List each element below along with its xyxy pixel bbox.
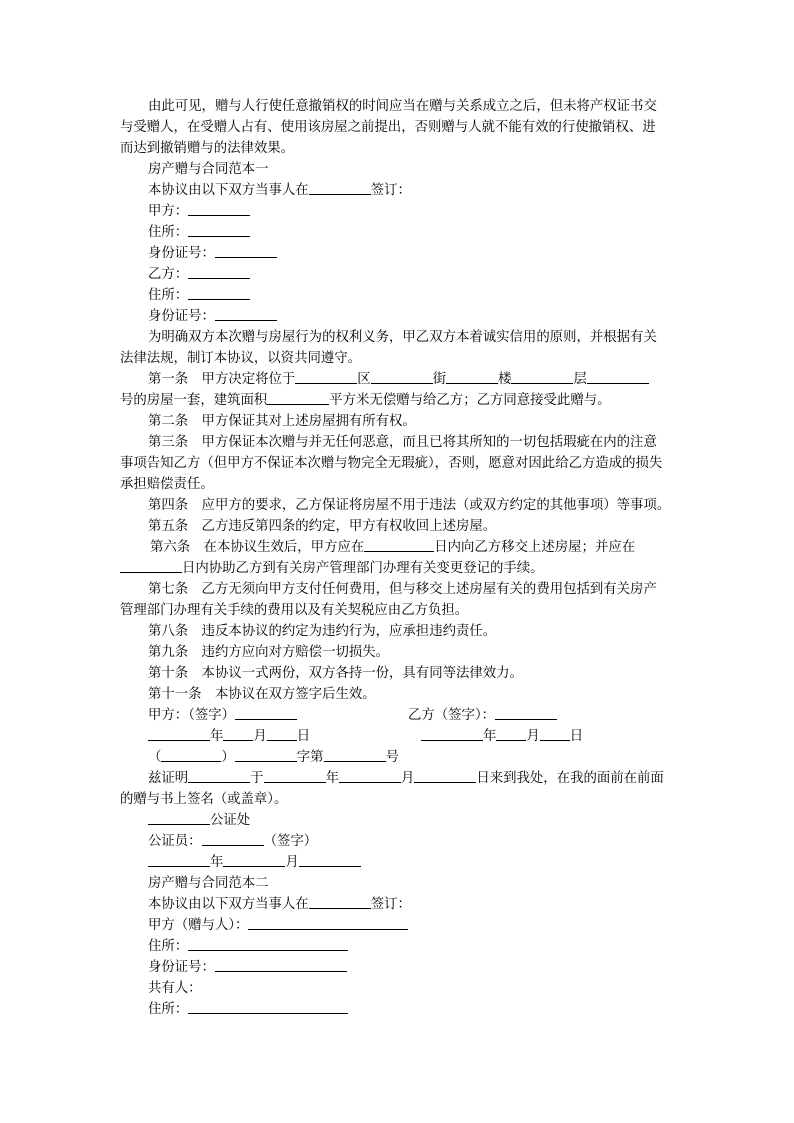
blank-line: [371, 370, 433, 384]
blank-line: [421, 727, 483, 741]
text: 月: [400, 771, 415, 786]
blank-line: [495, 706, 557, 720]
notary-number-line: [148, 748, 399, 768]
clause-2: 第二条 甲方保证其对上述房屋拥有所有权。: [148, 414, 416, 429]
field-label: 住所：: [148, 939, 189, 954]
blank-line: [215, 244, 277, 258]
date-party-a: [148, 727, 310, 747]
text: 第一条 甲方决定将位于: [148, 372, 296, 387]
clause-3-line: 第三条 甲方保证本次赠与并无任何恶意，而且已将其所知的一切包括瑕疵在内的注意: [148, 435, 657, 450]
text: 日内向乙方移交上述房屋；并应在: [434, 540, 636, 555]
field-label: 乙方（签字）：: [408, 708, 496, 723]
date-party-b: [421, 727, 583, 747]
paragraph-line: 为明确双方本次赠与房屋行为的权利义务，甲乙双方本着诚实信用的原则，并根据有关: [148, 330, 657, 345]
blank-line: [309, 895, 371, 909]
text: 层: [573, 372, 587, 387]
blank-line: [188, 265, 250, 279]
blank-line: [364, 538, 434, 552]
blank-line: [295, 370, 357, 384]
blank-line: [235, 748, 297, 762]
text: 区: [357, 372, 371, 387]
field-label: 公证员：: [148, 834, 202, 849]
agreement-intro-line: [148, 181, 411, 201]
clause-1-line: [120, 391, 611, 411]
blank-line: [161, 748, 221, 762]
blank-line: [148, 811, 210, 825]
clause-3-line: 事项告知乙方（但甲方不保证本次赠与物完全无瑕疵），否则，愿意对因此给乙方造成的损失: [120, 456, 663, 471]
party-field: [148, 937, 348, 957]
blank-line: [248, 916, 408, 930]
blank-line: [309, 181, 371, 195]
clause-9: 第九条 违约方应向对方赔偿一切损失。: [148, 645, 390, 660]
field-label: 身份证号：: [148, 960, 215, 975]
signature-party-a: [148, 706, 297, 726]
text: 兹证明: [148, 771, 189, 786]
party-field: 共有人：: [148, 981, 202, 996]
blank-line: [215, 307, 277, 321]
blank-line: [188, 223, 250, 237]
signature-party-b: [408, 706, 557, 726]
paragraph-line: 法律法规，制订本协议，以资共同遵守。: [120, 351, 362, 366]
text: 号: [385, 750, 399, 765]
text: 日: [569, 729, 584, 744]
text: 年: [325, 771, 339, 786]
clause-7-line: 管理部门办理有关手续的费用以及有关契税应由乙方负担。: [120, 603, 469, 618]
text: 签订：: [370, 897, 411, 912]
party-field: [148, 265, 250, 285]
blank-line: [540, 727, 570, 741]
text: 月: [526, 729, 540, 744]
clause-10: 第十条 本协议一式两份，双方各持一份，具有同等法律效力。: [148, 666, 523, 681]
blank-line: [339, 769, 401, 783]
certification-line: [148, 769, 664, 789]
paragraph-line: 由此可见，赠与人行使任意撤销权的时间应当在赠与关系成立之后，但未将产权证书交: [148, 99, 657, 114]
blank-line: [120, 559, 182, 573]
text: 年: [210, 729, 224, 744]
paragraph-line: 而达到撤销赠与的法律效果。: [120, 141, 295, 156]
text: 日: [296, 729, 311, 744]
field-label: 身份证号：: [148, 309, 215, 324]
field-label: 住所：: [148, 1002, 189, 1017]
party-field: [148, 916, 408, 936]
blank-line: [223, 853, 285, 867]
clause-8: 第八条 违反本协议的约定为违约行为，应承担违约责任。: [148, 624, 497, 639]
blank-line: [188, 202, 250, 216]
blank-line: [267, 391, 329, 405]
clause-6-line: [120, 559, 544, 579]
section-title: 房产赠与合同范本一: [148, 162, 269, 177]
section-title: 房产赠与合同范本二: [148, 876, 269, 891]
clause-5: 第五条 乙方违反第四条的约定，甲方有权收回上述房屋。: [148, 519, 497, 534]
notary-office: [148, 811, 250, 831]
agreement-intro-line: [148, 895, 411, 915]
party-field: [148, 958, 347, 978]
field-label: 甲方（赠与人）：: [148, 918, 249, 933]
blank-line: [587, 370, 649, 384]
field-label: 甲方：: [148, 204, 189, 219]
field-label: 甲方：（签字）: [148, 708, 236, 723]
blank-line: [267, 727, 297, 741]
blank-line: [511, 370, 573, 384]
blank-line: [188, 1000, 348, 1014]
field-label: 住所：: [148, 225, 189, 240]
party-field: [148, 307, 277, 327]
text: 日内协助乙方到有关房产管理部门办理有关变更登记的手续。: [182, 561, 544, 576]
blank-line: [215, 958, 347, 972]
party-field: [148, 286, 250, 306]
blank-line: [446, 370, 498, 384]
blank-line: [188, 937, 348, 951]
text: 第六条 在本协议生效后，甲方应在: [150, 540, 365, 555]
party-field: [148, 1000, 348, 1020]
text: 日来到我处，在我的面前在前面: [476, 771, 664, 786]
text: 年: [483, 729, 497, 744]
blank-line: [188, 286, 250, 300]
text: ）: [221, 750, 235, 765]
certification-line: 的赠与书上签名（或盖章）。: [120, 792, 288, 807]
notary-date: [148, 853, 361, 873]
blank-line: [496, 727, 526, 741]
notary-officer: [148, 832, 317, 852]
party-field: [148, 202, 250, 222]
field-label: 身份证号：: [148, 246, 215, 261]
clause-11: 第十一条 本协议在双方签字后生效。: [148, 687, 376, 702]
field-label: 住所：: [148, 288, 189, 303]
clause-4: 第四条 应甲方的要求，乙方保证将房屋不用于违法（或双方约定的其他事项）等事项。: [148, 498, 671, 513]
blank-line: [264, 769, 326, 783]
party-field: [148, 244, 277, 264]
text: 月: [285, 855, 299, 870]
text: 月: [253, 729, 267, 744]
paragraph-line: 与受赠人，在受赠人占有、使用该房屋之前提出，否则赠与人就不能有效的行使撤销权、进: [120, 120, 656, 135]
text: （签字）: [263, 834, 318, 849]
clause-1-line: [148, 370, 649, 390]
clause-7-line: 第七条 乙方无须向甲方支付任何费用，但与移交上述房屋有关的费用包括到有关房产: [148, 582, 657, 597]
blank-line: [414, 769, 476, 783]
text: 于: [250, 771, 264, 786]
text: 本协议由以下双方当事人在: [148, 183, 309, 198]
text: 街: [432, 372, 447, 387]
blank-line: [223, 727, 253, 741]
text: 公证处: [210, 813, 251, 828]
blank-line: [188, 769, 250, 783]
blank-line: [148, 853, 210, 867]
blank-line: [202, 832, 264, 846]
text: 本协议由以下双方当事人在: [148, 897, 309, 912]
text: （: [148, 750, 162, 765]
text: 楼: [498, 372, 512, 387]
text: 平方米无偿赠与给乙方；乙方同意接受此赠与。: [329, 393, 611, 408]
text: 字第: [296, 750, 324, 765]
blank-line: [299, 853, 361, 867]
party-field: [148, 223, 250, 243]
blank-line: [235, 706, 297, 720]
text: 年: [210, 855, 224, 870]
clause-3-line: 承担赔偿责任。: [120, 477, 214, 492]
text: 号的房屋一套，建筑面积: [120, 393, 268, 408]
field-label: 乙方：: [148, 267, 189, 282]
blank-line: [324, 748, 386, 762]
clause-6-line: [150, 538, 635, 558]
blank-line: [148, 727, 210, 741]
text: 签订：: [370, 183, 411, 198]
